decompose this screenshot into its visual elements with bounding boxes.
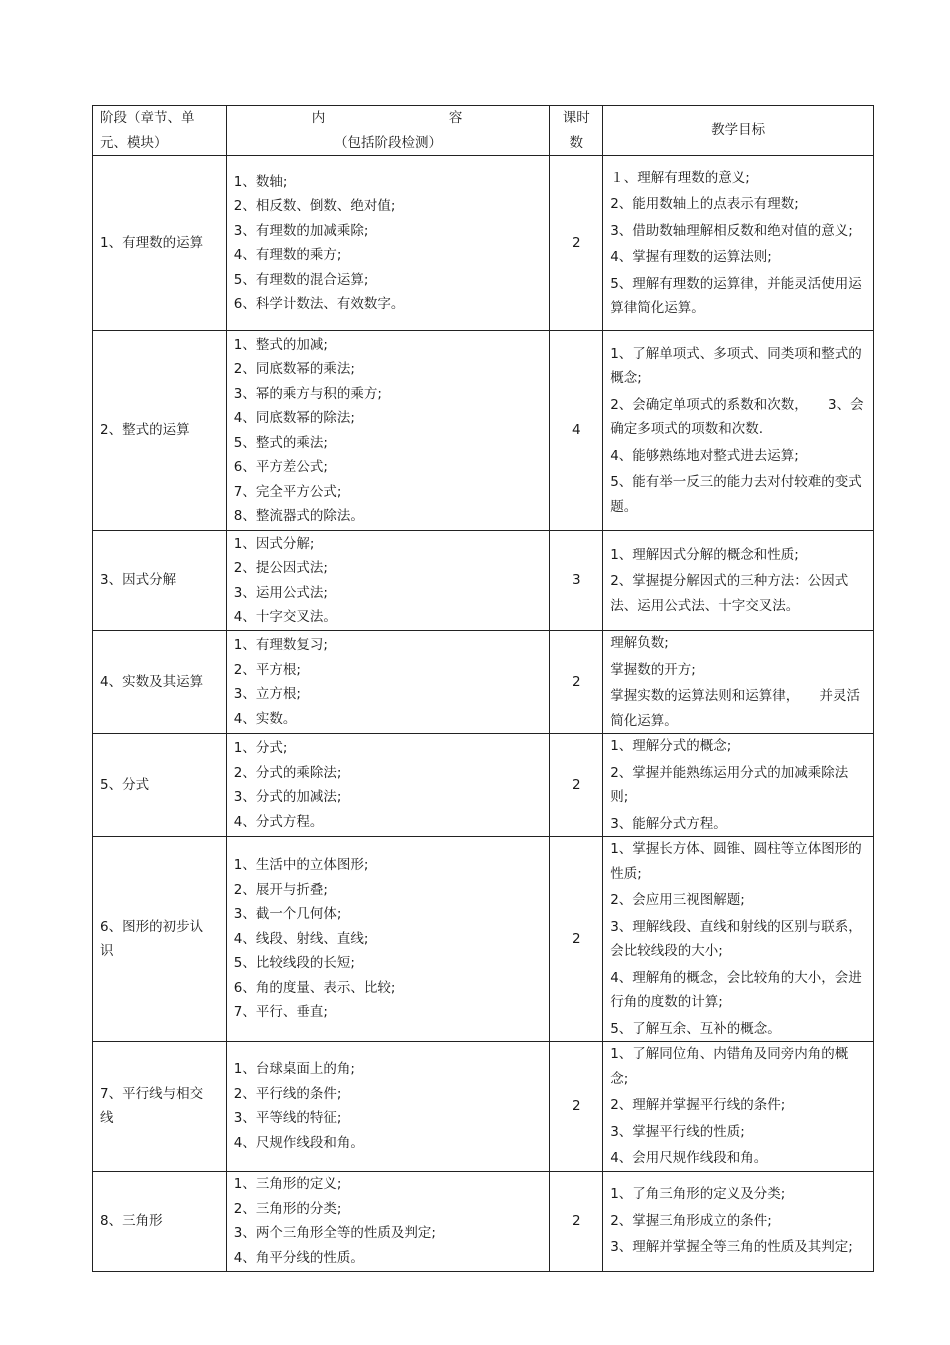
content-item: 2、平方根; — [233, 661, 301, 678]
table-row — [93, 331, 874, 531]
goal-cell — [603, 1042, 874, 1172]
stage-text: 线 — [100, 1110, 114, 1127]
hours-cell — [550, 837, 603, 1042]
goal-cell — [603, 734, 874, 837]
hours-value: 2 — [571, 776, 581, 793]
content-item: 2、三角形的分类; — [233, 1200, 342, 1217]
content-item: 7、完全平方公式; — [233, 483, 342, 500]
goal-cell — [603, 631, 874, 734]
stage-text: 2、整式的运算 — [100, 422, 190, 439]
header-goal-cell — [603, 106, 874, 156]
stage-text: 1、有理数的运算 — [100, 234, 204, 251]
hours-value: 2 — [571, 234, 581, 251]
content-item: 4、有理数的乘方; — [233, 247, 342, 263]
stage-cell — [93, 156, 227, 331]
table-row — [93, 1171, 874, 1271]
header-content-a: 内 — [311, 110, 326, 126]
hours-cell — [550, 734, 603, 837]
content-item: 1、分式; — [233, 740, 288, 756]
goal-item: 1、了解单项式、多项式、同类项和整式的概念; — [610, 345, 862, 387]
content-item: 1、三角形的定义; — [233, 1176, 342, 1192]
teaching-plan-table — [92, 105, 874, 1272]
content-item: 4、实数。 — [233, 710, 297, 727]
goal-item: 4、理解角的概念，会比较角的大小，会进行角的度数的计算; — [610, 969, 862, 1010]
hours-value: 2 — [571, 1098, 581, 1114]
content-item: 1、有理数复习; — [233, 637, 328, 653]
content-item: 4、线段、射线、直线; — [233, 930, 369, 947]
stage-cell — [93, 1171, 227, 1271]
content-item: 2、提公因式法; — [233, 560, 328, 576]
content-item: 3、平等线的特征; — [233, 1110, 342, 1127]
goal-cell — [603, 331, 874, 531]
goal-item: 掌握数的开方; — [610, 661, 696, 678]
stage-text: 3、因式分解 — [100, 572, 177, 589]
hours-value: 2 — [571, 930, 581, 947]
content-item: 7、平行、垂直; — [233, 1004, 328, 1021]
goal-item: 3、能解分式方程。 — [610, 815, 727, 832]
goal-item: 3、理解线段、直线和射线的区别与联系，会比较线段的大小; — [610, 918, 862, 959]
header-content-b: 容 — [448, 110, 463, 126]
goal-item: 4、会用尺规作线段和角。 — [610, 1150, 768, 1166]
goal-item: 3、掌握平行线的性质; — [610, 1123, 745, 1140]
content-item: 4、分式方程。 — [233, 813, 324, 830]
goal-item: 5、能有举一反三的能力去对付较难的变式题。 — [610, 474, 862, 515]
goal-item: 1、理解因式分解的概念和性质; — [610, 546, 799, 563]
goal-item: 2、掌握并能熟练运用分式的加减乘除法则; — [610, 764, 849, 805]
goal-item: 2、会确定单项式的系数和次数， 3、会确定多项式的项数和次数. — [610, 396, 864, 438]
content-item: 5、比较线段的长短; — [233, 955, 355, 972]
goal-item: 掌握实数的运算法则和运算律， 并灵活简化运算。 — [610, 688, 860, 729]
content-item: 2、分式的乘除法; — [233, 764, 342, 781]
goal-cell — [603, 156, 874, 331]
table-row — [93, 531, 874, 631]
goal-item: 1、了角三角形的定义及分类; — [610, 1186, 786, 1203]
hours-cell — [550, 531, 603, 631]
content-cell — [226, 631, 550, 734]
goal-item: 2、掌握提分解因式的三种方法：公因式法、运用公式法、十字交叉法。 — [610, 573, 849, 614]
content-item: 6、科学计数法、有效数字。 — [233, 296, 405, 312]
content-item: 1、数轴; — [233, 173, 288, 190]
content-item: 1、因式分解; — [233, 535, 315, 552]
goal-item: １、理解有理数的意义; — [610, 169, 750, 186]
goal-item: 4、掌握有理数的运算法则; — [610, 249, 772, 265]
stage-text: 6、图形的初步认 — [100, 918, 204, 935]
header-stage-line2: 元、模块） — [100, 134, 168, 151]
stage-cell — [93, 331, 227, 531]
hours-cell — [550, 331, 603, 531]
content-item: 4、同底数幂的除法; — [233, 410, 355, 426]
header-content-sub: （包括阶段检测） — [334, 134, 443, 151]
content-item: 5、有理数的混合运算; — [233, 271, 369, 288]
content-item: 3、运用公式法; — [233, 584, 328, 601]
content-item: 2、平行线的条件; — [233, 1085, 342, 1102]
stage-text: 识 — [100, 943, 114, 959]
content-item: 6、平方差公式; — [233, 459, 328, 475]
goal-cell — [603, 837, 874, 1042]
content-item: 6、角的度量、表示、比较; — [233, 979, 396, 996]
content-cell — [226, 531, 550, 631]
content-cell — [226, 1042, 550, 1172]
table-row — [93, 734, 874, 837]
content-item: 3、截一个几何体; — [233, 906, 342, 923]
stage-cell — [93, 734, 227, 837]
content-item: 1、整式的加减; — [233, 336, 328, 353]
goal-item: 5、理解有理数的运算律，并能灵活使用运算律简化运算。 — [610, 275, 862, 316]
stage-cell — [93, 837, 227, 1042]
stage-text: 5、分式 — [100, 776, 150, 793]
content-item: 3、幂的乘方与积的乘方; — [233, 385, 382, 402]
stage-cell — [93, 1042, 227, 1172]
stage-text: 7、平行线与相交 — [100, 1085, 204, 1102]
content-item: 4、尺规作线段和角。 — [233, 1134, 364, 1151]
stage-cell — [93, 631, 227, 734]
goal-item: 5、了解互余、互补的概念。 — [610, 1020, 781, 1037]
content-cell — [226, 837, 550, 1042]
stage-cell — [93, 531, 227, 631]
table-header-row — [93, 106, 874, 156]
content-item: 4、角平分线的性质。 — [233, 1249, 364, 1266]
table-row — [93, 837, 874, 1042]
header-goal: 教学目标 — [711, 122, 766, 139]
goal-item: 2、能用数轴上的点表示有理数; — [610, 196, 799, 212]
content-item: 1、生活中的立体图形; — [233, 857, 369, 874]
goal-item: 2、理解并掌握平行线的条件; — [610, 1097, 786, 1113]
hours-value: 2 — [571, 1212, 581, 1229]
hours-cell — [550, 1042, 603, 1172]
content-item: 3、立方根; — [233, 686, 301, 702]
header-hours-line2: 数 — [569, 134, 584, 151]
content-item: 2、相反数、倒数、绝对值; — [233, 198, 396, 214]
goal-item: 1、了解同位角、内错角及同旁内角的概念; — [610, 1046, 849, 1087]
table-row — [93, 1042, 874, 1172]
content-item: 3、分式的加减法; — [233, 789, 342, 805]
content-item: 1、台球桌面上的角; — [233, 1061, 355, 1078]
header-stage-line1: 阶段（章节、单 — [100, 110, 195, 126]
content-item: 3、有理数的加减乘除; — [233, 222, 369, 239]
stage-text: 8、三角形 — [100, 1212, 163, 1229]
table-row — [93, 156, 874, 331]
content-item: 4、十字交叉法。 — [233, 609, 337, 625]
header-stage-cell — [93, 106, 227, 156]
goal-item: 1、掌握长方体、圆锥、圆柱等立体图形的性质; — [610, 841, 862, 882]
stage-text: 4、实数及其运算 — [100, 673, 204, 690]
hours-value: 3 — [571, 572, 581, 589]
hours-cell — [550, 1171, 603, 1271]
header-hours-line1: 课时 — [562, 110, 590, 126]
goal-item: 2、掌握三角形成立的条件; — [610, 1212, 772, 1229]
goal-item: 3、借助数轴理解相反数和绝对值的意义; — [610, 222, 853, 239]
content-cell — [226, 156, 550, 331]
hours-value: 4 — [571, 422, 581, 439]
goal-cell — [603, 1171, 874, 1271]
content-cell — [226, 1171, 550, 1271]
hours-value: 2 — [571, 673, 581, 690]
goal-cell — [603, 531, 874, 631]
goal-item: 理解负数; — [610, 635, 669, 651]
content-item: 8、整流器式的除法。 — [233, 508, 364, 524]
content-item: 3、两个三角形全等的性质及判定; — [233, 1225, 436, 1241]
goal-item: 4、能够熟练地对整式进去运算; — [610, 447, 799, 464]
goal-item: 1、理解分式的概念; — [610, 738, 732, 754]
content-item: 2、展开与折叠; — [233, 881, 328, 898]
goal-item: 2、会应用三视图解题; — [610, 892, 745, 908]
table-row — [93, 631, 874, 734]
content-item: 5、整式的乘法; — [233, 434, 328, 451]
header-hours-cell — [550, 106, 603, 156]
goal-item: 3、理解并掌握全等三角的性质及其判定; — [610, 1239, 853, 1256]
content-item: 2、同底数幂的乘法; — [233, 361, 355, 377]
header-content-cell — [226, 106, 550, 156]
hours-cell — [550, 156, 603, 331]
hours-cell — [550, 631, 603, 734]
content-cell — [226, 331, 550, 531]
content-cell — [226, 734, 550, 837]
